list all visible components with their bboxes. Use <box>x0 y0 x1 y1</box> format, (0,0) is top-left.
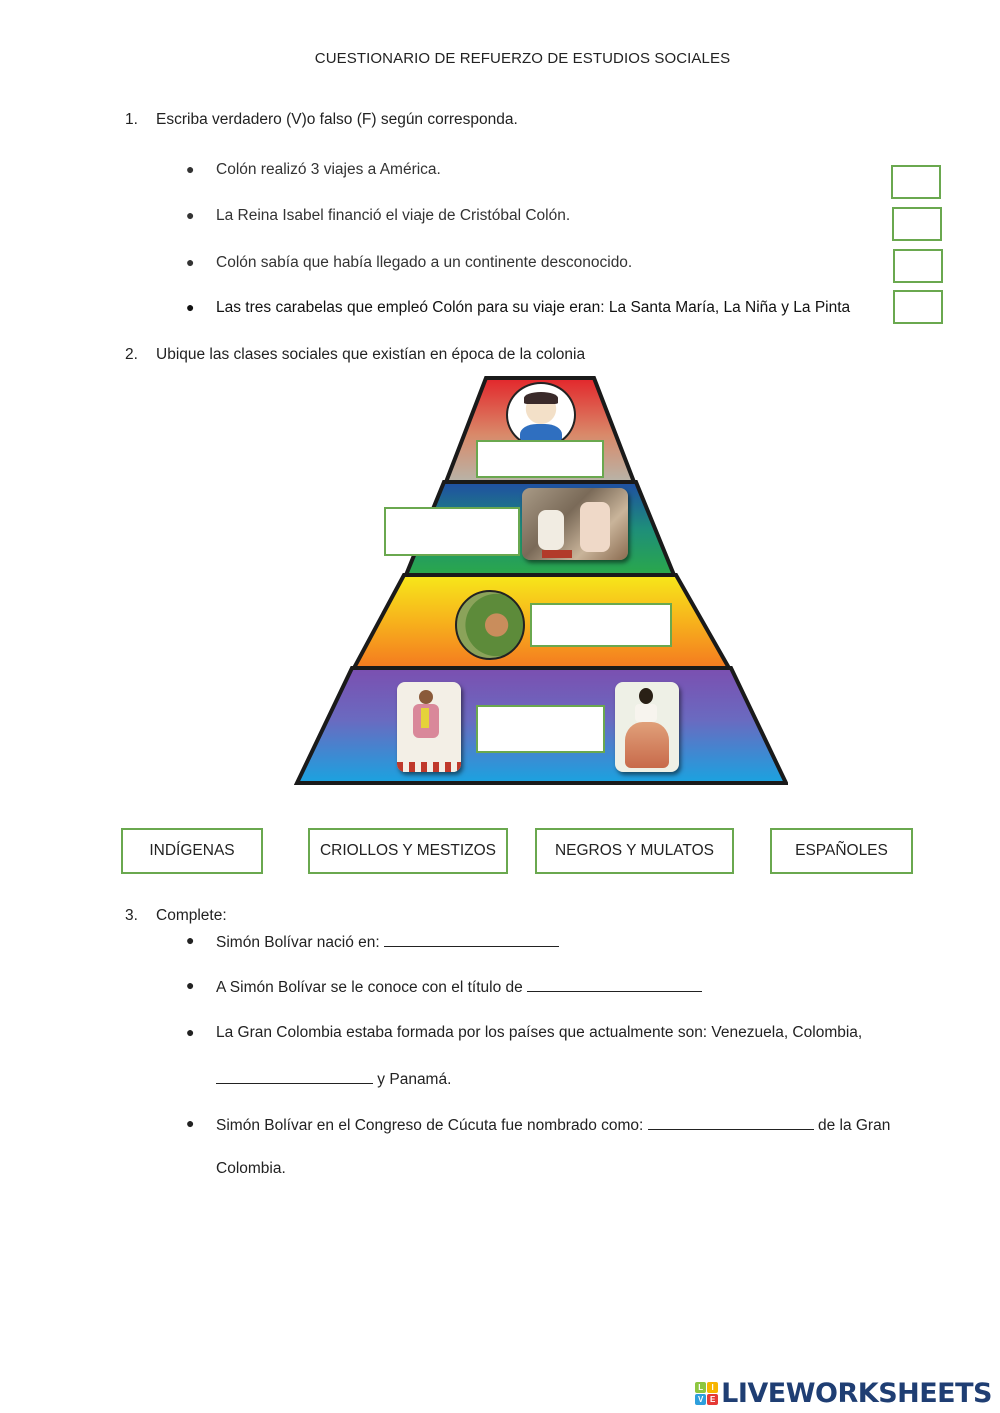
question-text: Ubique las clases sociales que existían en época de la colonia <box>156 346 586 363</box>
tf-answer-box-1[interactable] <box>891 165 941 199</box>
tf-item-text: Colón realizó 3 viajes a América. <box>216 161 441 178</box>
complete-item-3-continued <box>216 1069 451 1089</box>
bullet-icon: ● <box>186 977 195 993</box>
question-text: Complete: <box>156 907 227 924</box>
option-negros-mulatos[interactable]: NEGROS Y MULATOS <box>535 828 734 874</box>
tf-item-4 <box>186 299 851 317</box>
complete-item-text: A Simón Bolívar se le conoce con el título de <box>216 979 528 996</box>
liveworksheets-logo <box>695 1378 992 1409</box>
question-3-prompt <box>125 907 227 925</box>
logo-letter: V <box>695 1394 706 1405</box>
spaniard-portrait-image <box>506 382 576 448</box>
question-2-prompt <box>125 346 585 364</box>
pyramid-drop-box-top[interactable] <box>476 440 604 478</box>
tf-answer-box-2[interactable] <box>892 207 942 241</box>
fill-blank-appointment[interactable] <box>648 1115 814 1130</box>
black-woman-image <box>615 682 679 772</box>
complete-item-text: Simón Bolívar nació en: <box>216 934 385 951</box>
tf-item-text: Colón sabía que había llegado a un continente desconocido. <box>216 254 633 271</box>
logo-icon <box>695 1382 718 1405</box>
pyramid-drop-box-third[interactable] <box>530 603 672 647</box>
tf-item-3 <box>186 254 633 272</box>
tf-item-1 <box>186 161 441 179</box>
option-indigenas[interactable]: INDÍGENAS <box>121 828 263 874</box>
option-espanoles[interactable]: ESPAÑOLES <box>770 828 913 874</box>
complete-item-1 <box>186 932 559 952</box>
bullet-icon: ● <box>186 1024 195 1040</box>
indigenous-person-image <box>455 590 525 660</box>
bullet-icon: ● <box>186 932 195 948</box>
criollos-mestizos-painting-image <box>522 488 628 560</box>
question-text: Escriba verdadero (V)o falso (F) según corresponda. <box>156 111 518 128</box>
bullet-icon: ● <box>186 207 195 223</box>
fill-blank-title[interactable] <box>527 977 702 992</box>
complete-item-text: Colombia. <box>216 1160 286 1177</box>
complete-item-2 <box>186 977 702 997</box>
complete-item-text: de la Gran <box>813 1117 891 1134</box>
tf-item-text: La Reina Isabel financió el viaje de Cristóbal Colón. <box>216 207 571 224</box>
option-criollos-mestizos[interactable]: CRIOLLOS Y MESTIZOS <box>308 828 508 874</box>
complete-item-text: Simón Bolívar en el Congreso de Cúcuta fue nombrado como: <box>216 1117 648 1134</box>
fill-blank-birthplace[interactable] <box>384 932 559 947</box>
pyramid-drop-box-bottom[interactable] <box>476 705 605 753</box>
fill-blank-country[interactable] <box>216 1069 373 1084</box>
bullet-icon: ● <box>186 161 195 177</box>
question-number: 3. <box>125 907 138 924</box>
question-number: 2. <box>125 346 138 363</box>
mulatto-man-image <box>397 682 461 772</box>
question-1-prompt <box>125 111 518 129</box>
complete-item-4 <box>186 1115 891 1135</box>
tf-answer-box-3[interactable] <box>893 249 943 283</box>
logo-letter: E <box>707 1394 718 1405</box>
logo-letter: L <box>695 1382 706 1393</box>
tf-answer-box-4[interactable] <box>893 290 943 324</box>
tf-item-text: Las tres carabelas que empleó Colón para su viaje eran: La Santa María, La Niña y La Pinta <box>216 299 851 316</box>
bullet-icon: ● <box>186 254 195 270</box>
bullet-icon: ● <box>186 1115 195 1131</box>
pyramid-drop-box-second[interactable] <box>384 507 520 556</box>
complete-item-text: La Gran Colombia estaba formada por los países que actualmente son: Venezuela, Colombia, <box>216 1024 863 1041</box>
bullet-icon: ● <box>186 299 195 315</box>
logo-text: LIVEWORKSHEETS <box>721 1378 992 1409</box>
complete-item-text: y Panamá. <box>373 1071 452 1088</box>
logo-letter: I <box>707 1382 718 1393</box>
complete-item-4-continued <box>216 1160 286 1178</box>
page-title: CUESTIONARIO DE REFUERZO DE ESTUDIOS SOCIALES <box>314 50 731 67</box>
complete-item-3 <box>186 1024 863 1042</box>
tf-item-2 <box>186 207 571 225</box>
question-number: 1. <box>125 111 138 128</box>
